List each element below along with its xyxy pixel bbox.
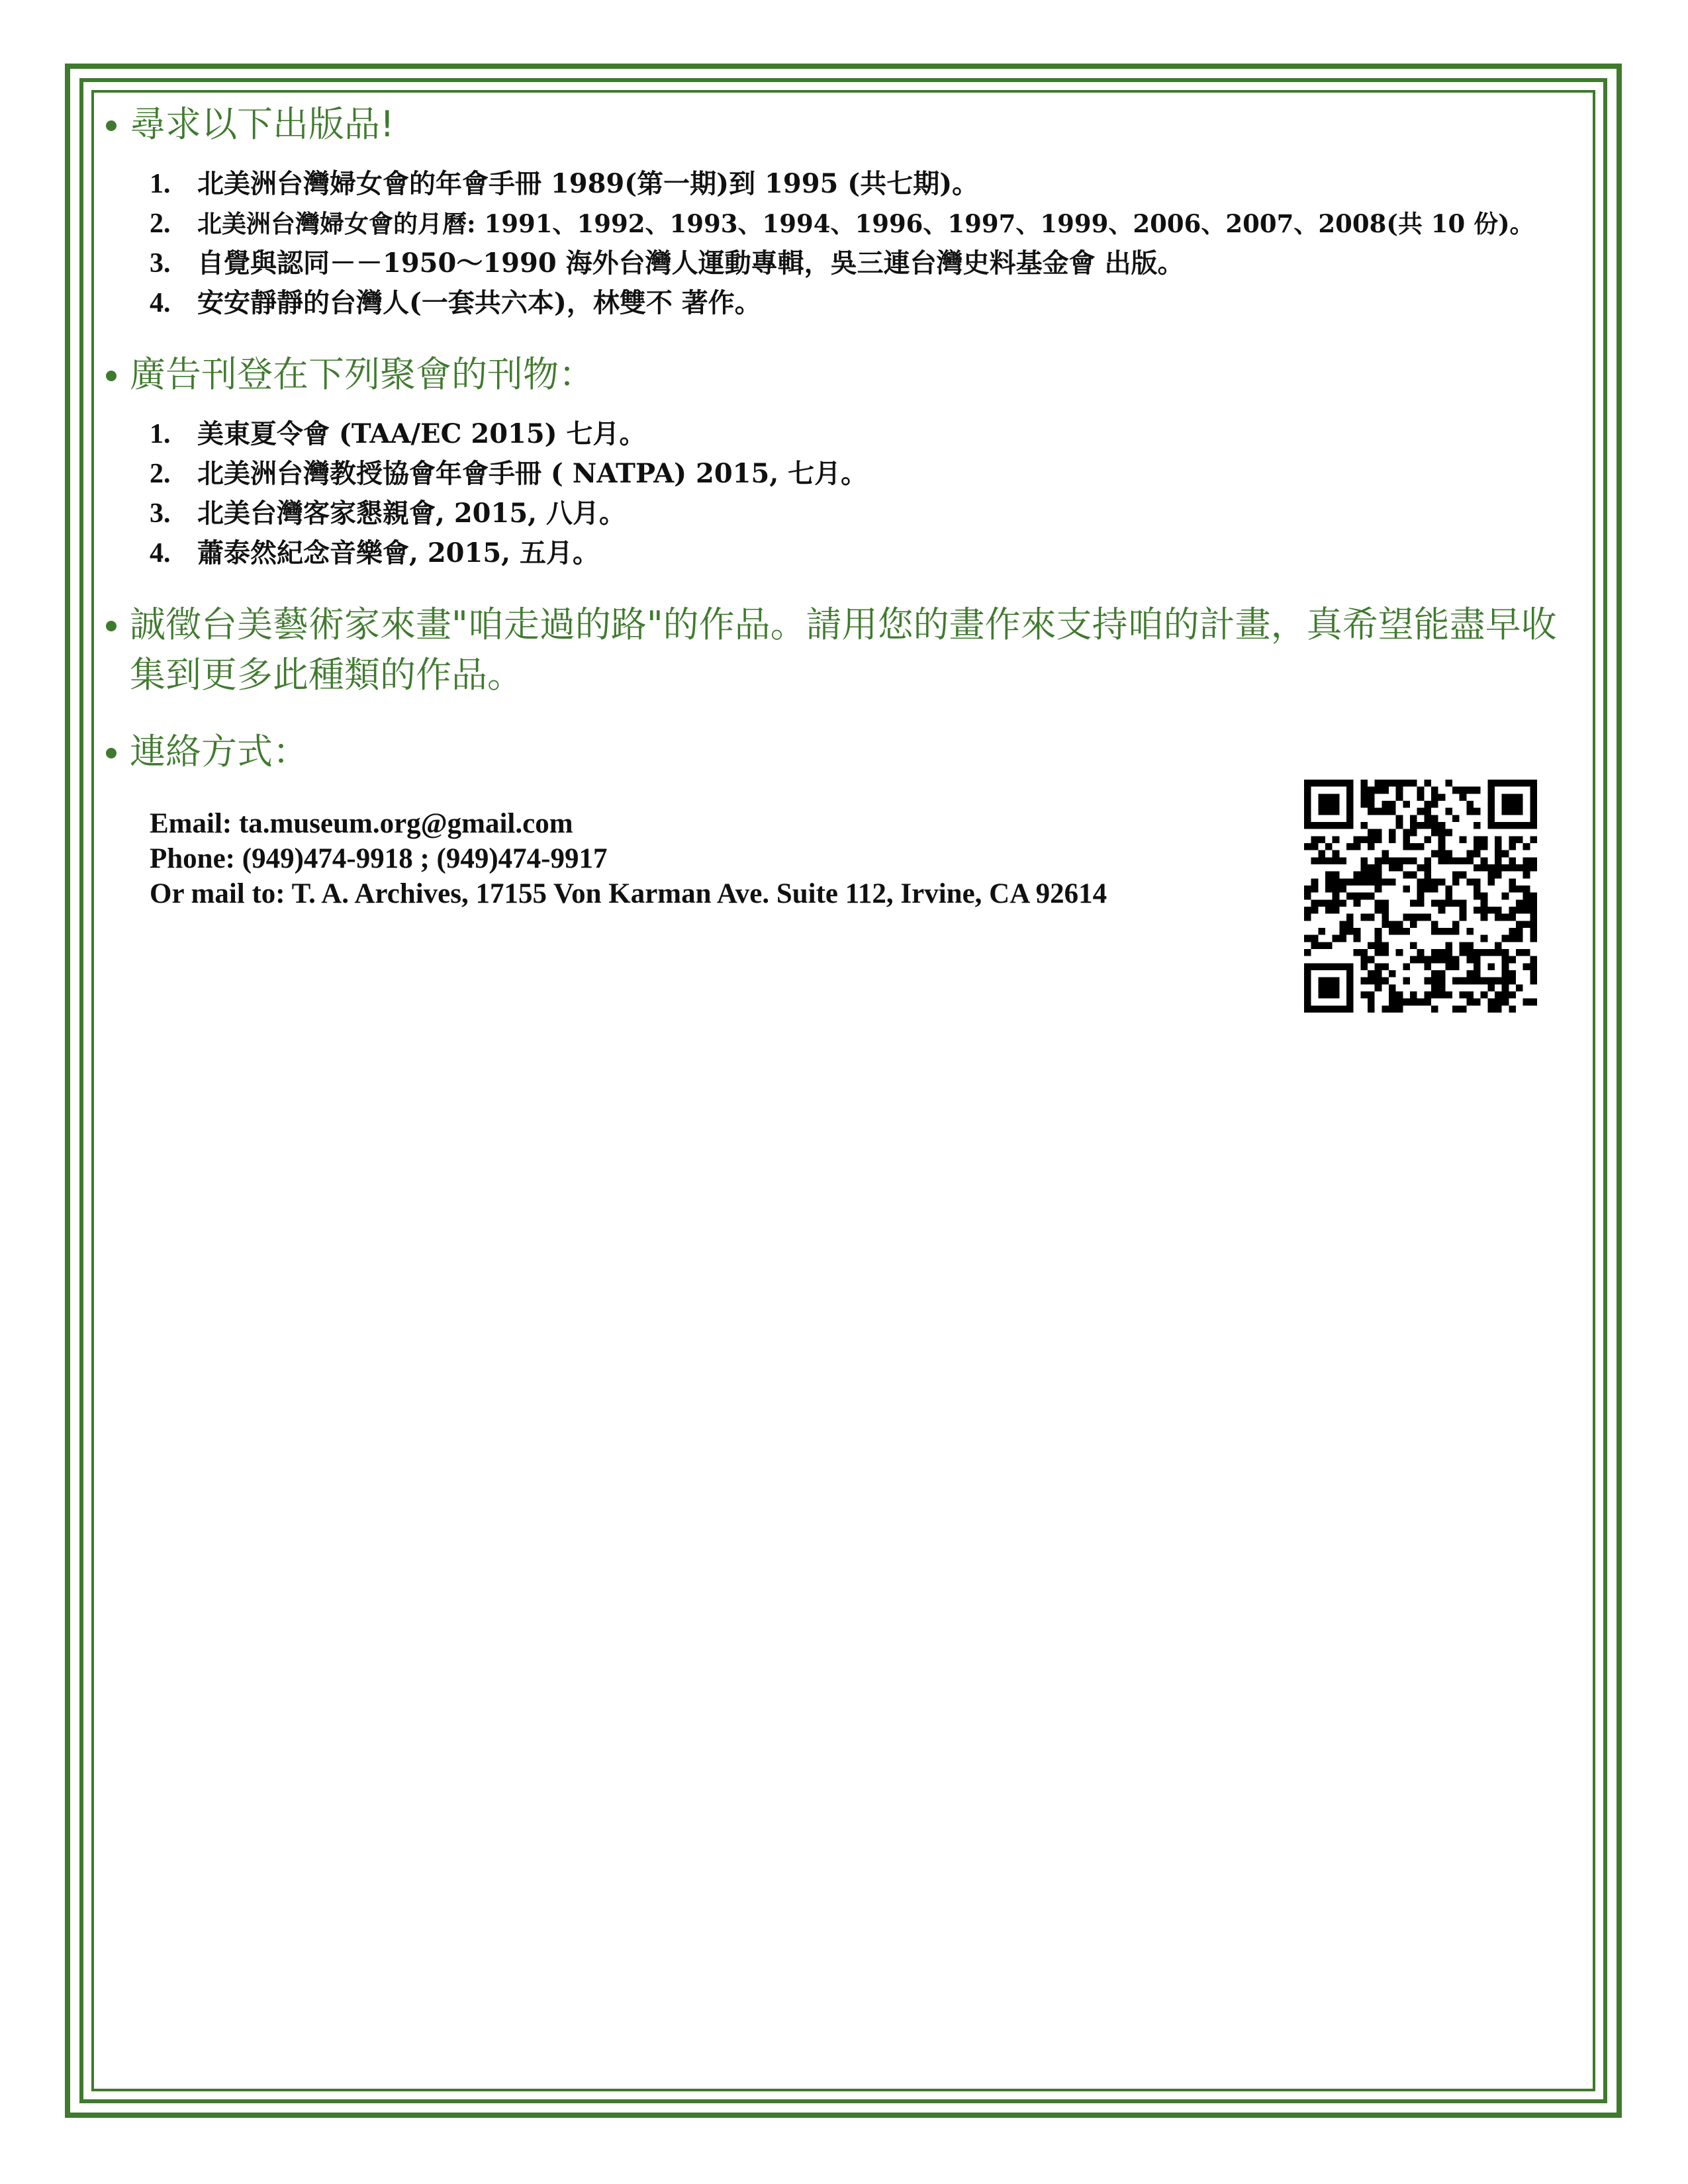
bullet-icon [106,748,117,758]
list-item [150,164,1589,204]
list-item [150,283,1589,323]
seeking-heading [106,99,1589,150]
list-number: 3. [150,498,171,529]
list-item [150,494,1589,533]
list-number: 4. [150,288,171,318]
contact-phone: Phone: (949)474-9918 ; (949)474-9917 [150,843,608,874]
contact-email[interactable]: Email: ta.museum.org@gmail.com [150,808,573,839]
list-text: 北美台灣客家懇親會, 2015, 八月。 [197,498,626,529]
list-number: 4. [150,538,171,569]
contact-heading-text: 連絡方式： [130,731,308,772]
list-number: 1. [150,169,171,199]
seeking-heading-text: 尋求以下出版品! [130,103,395,145]
bullet-icon [106,371,117,381]
artists-section [106,600,1589,700]
list-item [150,454,1589,494]
seeking-section [106,99,1589,323]
list-item [150,244,1589,283]
list-text: 蕭泰然紀念音樂會, 2015, 五月。 [197,537,600,569]
contact-heading [106,727,1589,777]
ads-heading [106,349,1589,400]
list-text: 安安靜靜的台灣人(一套共六本)，林雙不 著作。 [197,287,761,318]
artists-heading-text: 誠徵台美藝術家來畫"咱走過的路"的作品。請用您的畫作來支持咱的計畫，真希望能盡早收集到更多此種類的作品。 [130,604,1557,696]
qr-code-graphic [1304,780,1537,1013]
list-text: 美東夏令會 (TAA/EC 2015) 七月。 [197,418,646,449]
list-item [150,414,1589,454]
ads-section [106,349,1589,573]
artists-heading [106,600,1589,700]
ads-list [150,414,1589,573]
bullet-icon [106,120,117,131]
list-number: 1. [150,419,171,449]
list-number: 2. [150,459,171,489]
list-item [150,533,1589,573]
bullet-icon [106,621,117,631]
seeking-list [150,164,1589,323]
list-number: 2. [150,208,171,239]
contact-mail-address: Or mail to: T. A. Archives, 17155 Von Karman Ave. Suite 112, Irvine, CA 92614 [150,878,1107,909]
list-number: 3. [150,248,171,279]
list-text: 北美洲台灣婦女會的月曆: 1991、1992、1993、1994、1996、1997、1999、2006、2007、2008(共 10 份)。 [197,209,1534,238]
list-item [150,204,1589,244]
list-text: 北美洲台灣教授協會年會手冊 ( NATPA) 2015, 七月。 [197,458,868,489]
ads-heading-text: 廣告刊登在下列聚會的刊物： [130,353,594,395]
list-text: 北美洲台灣婦女會的年會手冊 1989(第一期)到 1995 (共七期)。 [197,168,979,199]
qr-code-icon [1304,780,1537,1013]
list-text: 自覺與認同－－1950～1990 海外台灣人運動專輯，吳三連台灣史料基金會 出版。 [197,248,1184,279]
